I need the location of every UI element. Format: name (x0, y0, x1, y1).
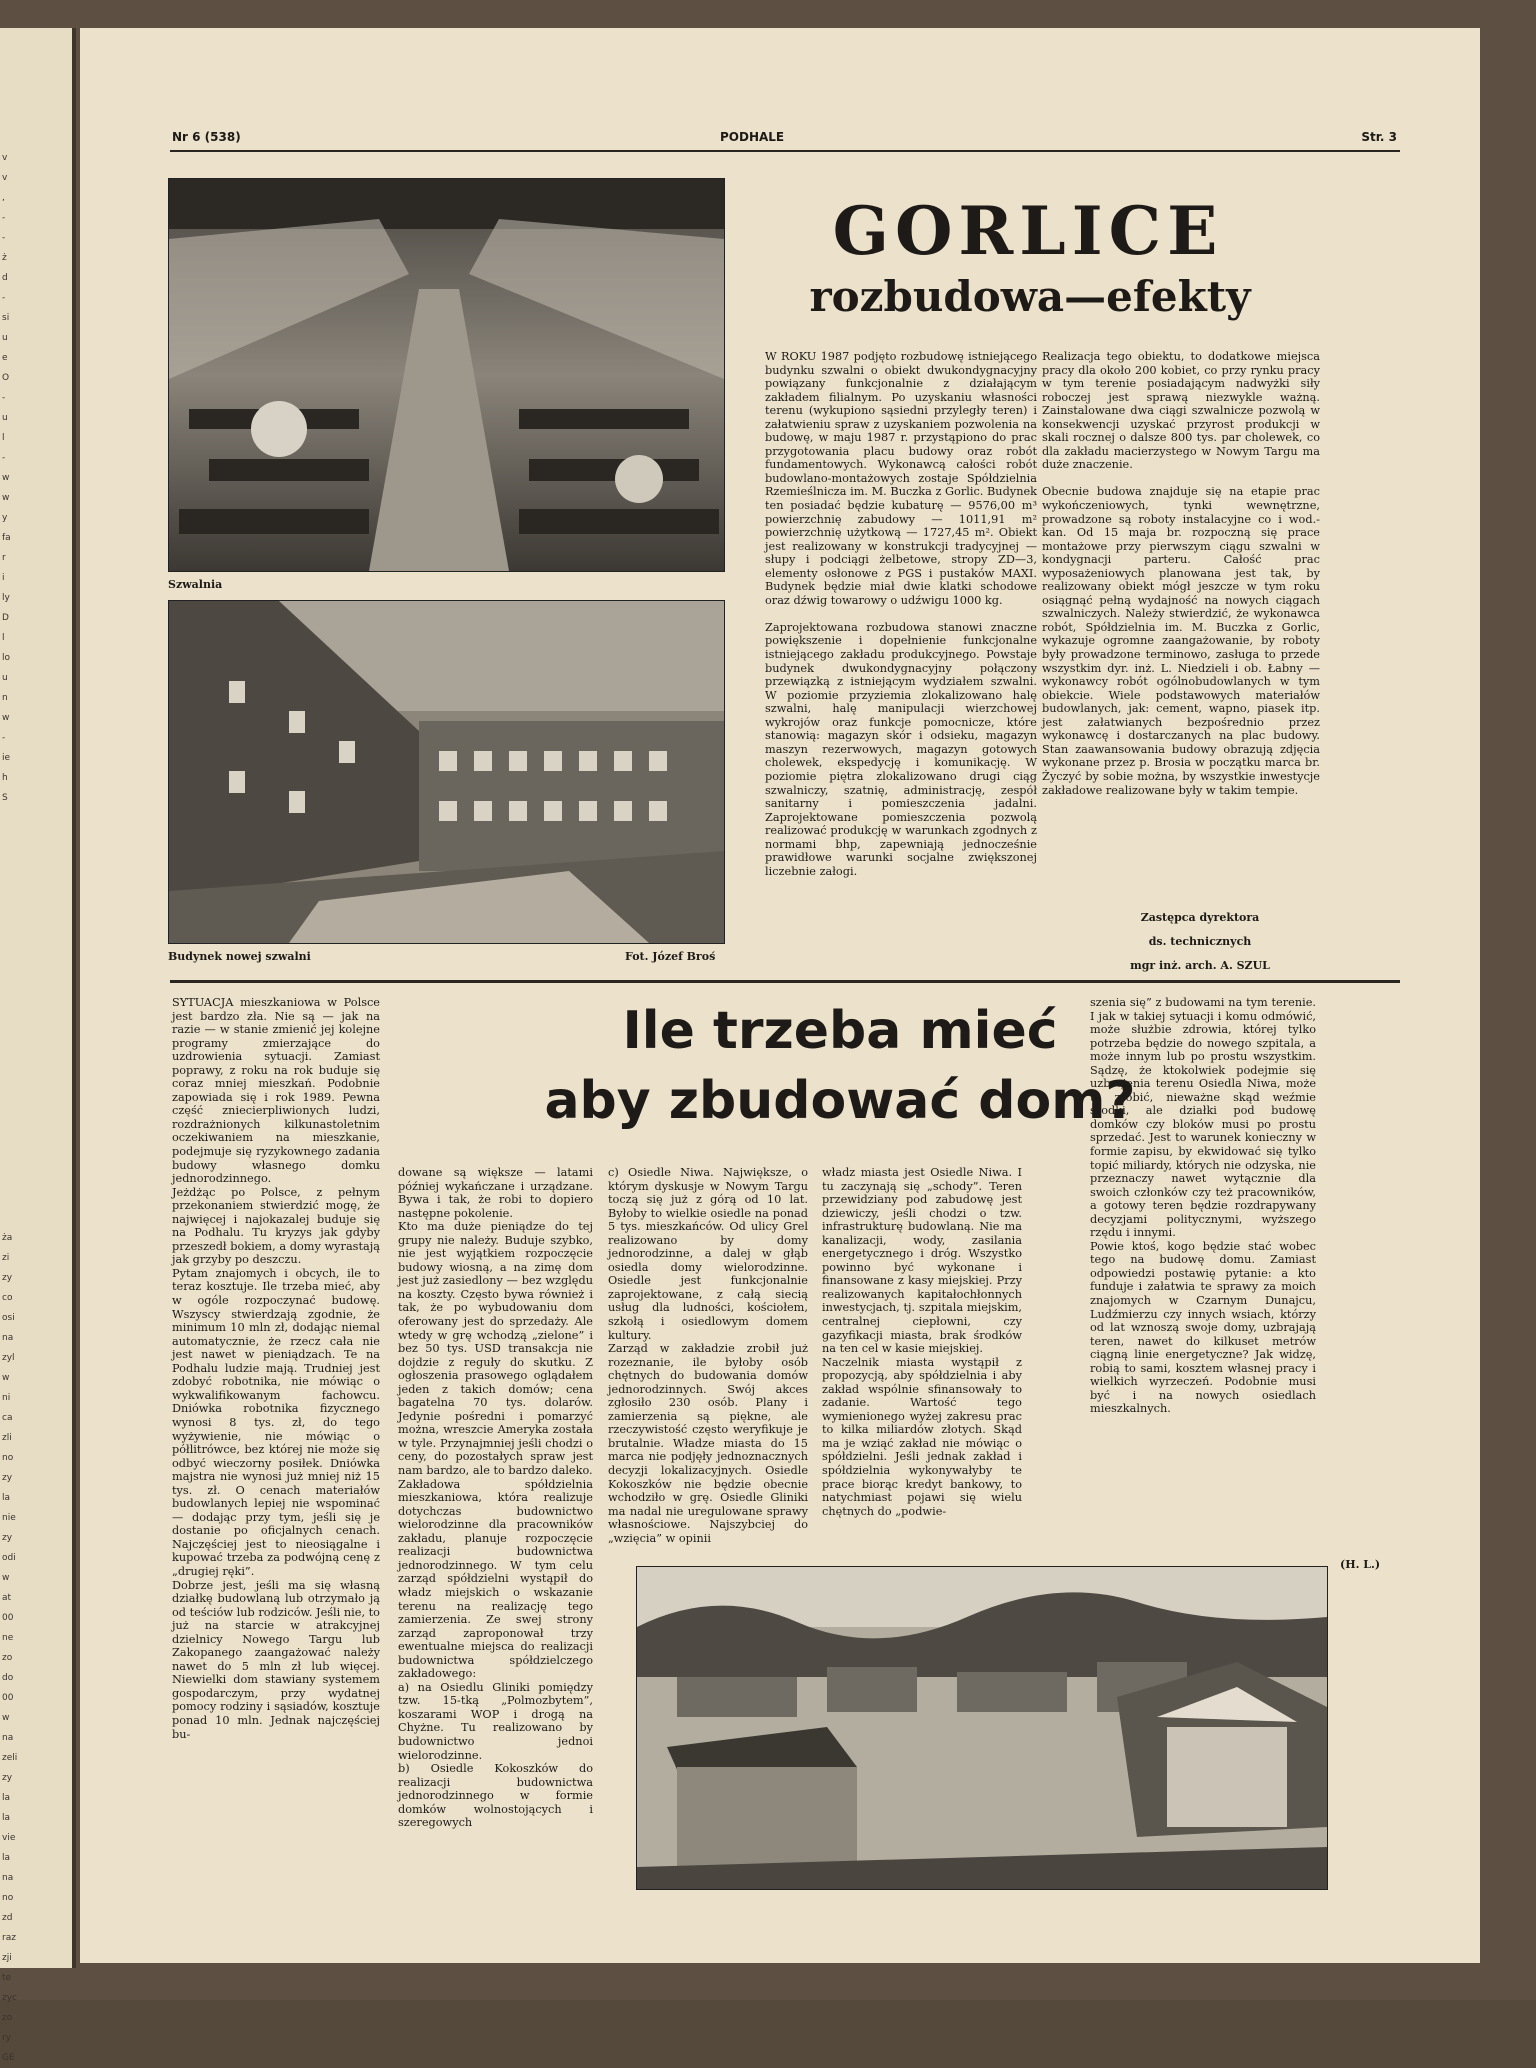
dom-column-3: c) Osiedle Niwa. Największe, o którym dyskusje w Nowym Targu toczą się już z górą od 10 lat. Byłoby to wielkie osiedle na ponad 5 tys. mieszkańców. Od ulicy Grel realizowano by domy jednorodzinne, a dalej w głąb osiedla domy wielorodzinne. Osiedle jest funkcjonalnie zaprojektowane, z całą siecią usług dla ludności, kościołem, szkołą i osiedlowym domem kultury. Zarząd w zakładzie zrobił już rozeznanie, ile byłoby osób chętnych do budowania domów jednorodzinnych. Swój akces zgłosiło 230 osób. Plany i zamierzenia są piękne, ale rzeczywistość często weryfikuje je brutalnie. Władze miasta do 15 marca nie podjęły jednoznacznych decyzji lokalizacyjnych. Osiedle Kokoszków nie będzie obecnie wchodziło w grę. Osiedle Gliniki ma nadal nie uregulowane sprawy własnościowe. Najszybciej do „wzięcia” w opinii (608, 1166, 808, 1545)
photo-sewing-hall (168, 178, 725, 572)
gorlice-signature (1080, 906, 1320, 978)
page-number: Str. 3 (1361, 130, 1397, 144)
dom-title-line-1: Ile trzeba mieć (622, 1001, 1058, 1061)
dom-column-2: dowane są większe — latami później wykańczane i urządzane. Bywa i tak, że robi to dopiero następne pokolenie. Kto ma duże pieniądze do tej grupy nie należy. Buduje szybko, nie jest wyjątkiem rozpoczęcie budowy wiosną, a na zimę dom jest już zasiedlony — bez względu na koszty. Często bywa również i tak, że po wybudowaniu dom oferowany jest do sprzedaży. Ale wtedy w grę wchodzą „zielone” i bez 50 tys. USD transakcja nie dojdzie z reguły do skutku. Z ogłoszenia prasowego oglądałem jeden z takich domów; cena bagatelna 70 tys. dolarów. Jedynie pośredni i pomarzyć można, wreszcie Ameryka została w tyle. Przynajmniej jeśli chodzi o ceny, do pozostałych spraw jest nam bardzo, ale to bardzo daleko. Zakładowa spółdzielnia mieszkaniowa, która realizuje dotychczas budownictwo wielorodzinne dla pracowników zakładu, planuje rozpoczęcie realizacji budownictwa jednorodzinnego. W tym celu zarząd spółdzielni wystąpił do władz miejskich o wskazanie terenu na realizację tego zamierzenia. Ze swej strony zarząd zaproponował trzy ewentualne miejsca do realizacji budownictwa spółdzielczego zakładowego: a) na Osiedlu Gliniki pomiędzy tzw. 15-tką „Polmozbytem”, koszarami WOP i drogą na Chyżne. Tu realizowano by budownictwo jednoi wielorodzinne. b) Osiedle Kokoszków do realizacji budownictwa jednorodzinnego w formie domków wolnostojących i szeregowych (398, 1166, 593, 1830)
page-header (172, 130, 1397, 148)
signature-line-2: ds. technicznych (1148, 935, 1252, 948)
dom-title-line-2: aby zbudować dom? (544, 1071, 1136, 1131)
photo1-caption: Szwalnia (168, 578, 223, 591)
dom-column-4: władz miasta jest Osiedle Niwa. I tu zaczynają się „schody”. Teren przewidziany pod zabudowę jest dziewiczy, jeśli chodzi o tzw. infrastrukturę budowlaną. Nie ma kanalizacji, wody, zasilania energetycznego i dróg. Wszystko powinno być wykonane i finansowane z kasy miejskiej. Przy realizowanych kapitałochłonnych inwestycjach, tj. szpitala miejskim, centralnej ciepłowni, czy gazyfikacji miasta, brak środków na ten cel w kasie miejskiej. Naczelnik miasta wystąpił z propozycją, aby spółdzielnia i aby zakład wspólnie sfinansowały to zadanie. Wartość tego wymienionego wyżej zakresu prac to kilka miliardów złotych. Skąd ma je wziąć zakład nie mówiąc o spółdzielni. Jeśli jednak zakład i spółdzielnia wykonywałyby te prace biorąc kredyt bankowy, to natychmiast pojawi się wielu chętnych do „podwie- (822, 1166, 1022, 1518)
section-divider (170, 980, 1400, 983)
previous-page-edge (0, 28, 76, 2063)
photo-new-building (168, 600, 725, 944)
dom-title (490, 996, 1190, 1136)
photo-credit: Fot. Józef Broś (625, 950, 716, 963)
gorlice-subtitle: rozbudowa—efekty (809, 272, 1251, 321)
newspaper-title: PODHALE (720, 130, 785, 144)
dom-column-1: SYTUACJA mieszkaniowa w Polsce jest bardzo zła. Nie są — jak na razie — w stanie zmienić jej kolejne programy zmierzające do uzdrowienia sytuacji. Zamiast poprawy, z roku na rok buduje się coraz mniej mieszkań. Podobnie zapowiada się i rok 1989. Pewna część zniecierpliwionych ludzi, rozdrażnionych kilkunastoletnim oczekiwaniem na mieszkanie, podejmuje się ryzykownego zadania budowy własnego domku jednorodzinnego. Jeżdżąc po Polsce, z pełnym przekonaniem stwierdzić mogę, że najwięcej i najokazalej buduje się na Podhalu. Tu kryzys jak gdyby przeszedł bokiem, a domy wyrastają jak grzyby po deszczu. Pytam znajomych i obcych, ile to teraz kosztuje. Ile trzeba mieć, aby w ogóle rozpoczynać budowę. Wszyscy stwierdzają zgodnie, że minimum 10 mln zł, dodając niemal automatycznie, że rzecz cała nie jest nawet w pieniądzach. Te na Podhalu ludzie mają. Trudniej jest zdobyć robotnika, nie mówiąc o wykwalifikowanym fachowcu. Dniówka robotnika fizycznego wynosi 8 tys. zł, do tego wyżywienie, nie mówiąc o półlitrówce, bez której nie może się odbyć wieczorny posiłek. Dniówka majstra nie wynosi już mniej niż 15 tys. zł. O cenach materiałów budowlanych lepiej nie wspominać — dodając przy tym, jeśli się je dostanie po oficjalnych cenach. Najczęściej jest to nieosiągalne i kupować trzeba za podwójną cenę z „drugiej ręki”. Dobrze jest, jeśli ma się własną działkę budowlaną lub otrzymało ją od teściów lub rodziców. Jeśli nie, to już na starcie w atrakcyjnej dzielnicy Nowego Targu lub Zakopanego zaangażować należy nawet do 5 mln zł lub więcej. Niewielki dom stawiany systemem gospodarczym, przy wydatnej pomocy rodziny i sąsiadów, kosztuje ponad 10 mln. Jednak najczęściej bu- (172, 996, 380, 1741)
previous-page-text-upper: v v , - - ż d - si u e O - u l - w w y fa r i ly D l lo u n w - ie h S (2, 153, 11, 803)
previous-page-text-lower: ża zi zy co osi na zyl w ni ca zli no zy la nie zy odi w at 00 ne zo do 00 w na zeli zy la la vie la na no zd raz zji te zyc zo ry GE (2, 1233, 18, 2063)
issue-number: Nr 6 (538) (172, 130, 241, 144)
gorlice-title: GORLICE (832, 192, 1224, 270)
gorlice-column-1: W ROKU 1987 podjęto rozbudowę istniejącego budynku szwalni o obiekt dwukondygnacyjny powiązany funkcjonalnie z działającym zakładem filialnym. Po uzyskaniu własności terenu (wykupiono sąsiedni przyległy teren) i załatwieniu spraw z uzyskaniem pozwolenia na budowę, w maju 1987 r. przystąpiono do prac przygotowania placu budowy oraz robót fundamentowych. Wykonawcą całości robót budowlano-montażowych zostaje Spółdzielnia Rzemieślnicza im. M. Buczka z Gorlic. Budynek ten posiadać będzie kubaturę — 9576,00 m³ powierzchnię zabudowy — 1011,91 m² powierzchnię użytkową — 1727,45 m². Obiekt jest realizowany w konstrukcji tradycyjnej — słupy i podciągi żelbetowe, stropy ZD—3, elementy osłonowe z PGS i pustaków MAXI. Budynek będzie miał dwie klatki schodowe oraz dźwig towarowy o udźwigu 1000 kg. Zaprojektowana rozbudowa stanowi znaczne powiększenie i dopełnienie funkcjonalne istniejącego zakładu produkcyjnego. Powstaje budynek dwukondygnacyjny połączony przewiązką z istniejącym wydziałem szwalni. W poziomie przyziemia zlokalizowano halę szwalni, halę manipulacji wierzchowej wykrojów oraz funkcje pomocnicze, które stanowią: magazyn skór i odsieku, magazyn maszyn rezerwowych, magazyn gotowych cholewek, ekspedycję i komunikację. W poziomie piętra zlokalizowano drugi ciąg szwalniczy, szatnię, administrację, zespół sanitarny i pomieszczenia jadalni. Zaprojektowane pomieszczenia pozwolą realizować produkcję w warunkach zgodnych z normami bhp, zapewniają jednocześnie prawidłowe warunki socjalne zwiększonej liczebnie załogi. (765, 350, 1037, 878)
gorlice-column-2: Realizacja tego obiektu, to dodatkowe miejsca pracy dla około 200 kobiet, co przy rynku pracy w tym terenie posiadającym nadwyżki siły roboczej jest sprawą niezwykle ważną. Zainstalowane dwa ciągi szwalnicze pozwolą w konsekwencji uzyskać przyrost produkcji w skali rocznej o dalsze 800 tys. par cholewek, co dla zakładu macierzystego w Nowym Targu ma duże znaczenie. Obecnie budowa znajduje się na etapie prac wykończeniowych, tynki wewnętrzne, prowadzone są roboty instalacyjne co i wod.-kan. Od 15 maja br. rozpoczną się prace montażowe przy pierwszym ciągu szwalni w kondygnacji parteru. Całość prac wyposażeniowych planowana jest tak, by realizowany obiekt mógł jeszcze w tym roku osiągnąć pełną wydajność na nowych ciągach szwalniczych. Należy stwierdzić, że wykonawca robót, Spółdzielnia im. M. Buczka z Gorlic, wykazuje ogromne zaangażowanie, by roboty były prowadzone terminowo, zasługa to przede wszystkim dyr. inż. L. Niedzieli i ob. Łabny — wykonawcy robót ogólnobudowlanych w tym obiekcie. Wiele podstawowych materiałów budowlanych, jak: cement, wapno, piasek itp. jest załatwianych bezpośrednio przez wykonawcę i dostarczanych na plac budowy. Stan zaawansowania budowy obrazują zdjęcia wykonane przez p. Brosia w początku marca br. Życzyć by sobie można, by wszystkie inwestycje zakładowe realizowane były w takim tempie. (1042, 350, 1320, 797)
dom-author: (H. L.) (1340, 1558, 1381, 1571)
newspaper-page (80, 28, 1480, 1963)
header-rule (170, 150, 1400, 152)
signature-line-1: Zastępca dyrektora (1140, 911, 1260, 924)
signature-line-3: mgr inż. arch. A. SZUL (1130, 959, 1270, 972)
photo-town-view (636, 1566, 1328, 1890)
dom-column-5: szenia się” z budowami na tym terenie. I jak w takiej sytuacji i komu odmówić, może służbie zdrowia, której tylko potrzeba będzie do nowego szpitala, a może innym lub po prostu wszystkim. Sądzę, że ktokolwiek podejmie się uzbrojenia terenu Osiedla Niwa, może to zrobić, nieważne skąd weźmie środki, ale działki pod budowę domków czy bloków musi po prostu sprzedać. Jest to warunek konieczny w formie zapisu, by ekwidować się tylko topić miliardy, których nie odzyska, nie przeznaczy nawet wytącznie dla swoich członków czy też pracowników, a gotowy teren będzie rozdrapywany decyzjami politycznymi, wyższego rzędu i innymi. Powie ktoś, kogo będzie stać wobec tego na budowę domu. Zamiast odpowiedzi postawię pytanie: a kto funduje i załatwia te sprawy za moich znajomych w Czarnym Dunajcu, Ludźmierzu czy innych wsiach, którzy od lat wznoszą swoje domy, uzbrajają teren, nawet do kilkuset metrów ciągną linie energetyczne? Jak widzę, robią to sami, kosztem własnej pracy i wielkich wyrzeczeń. Podobnie musi być i na nowych osiedlach mieszkalnych. (1090, 996, 1316, 1416)
photo2-caption: Budynek nowej szwalni (168, 950, 311, 963)
